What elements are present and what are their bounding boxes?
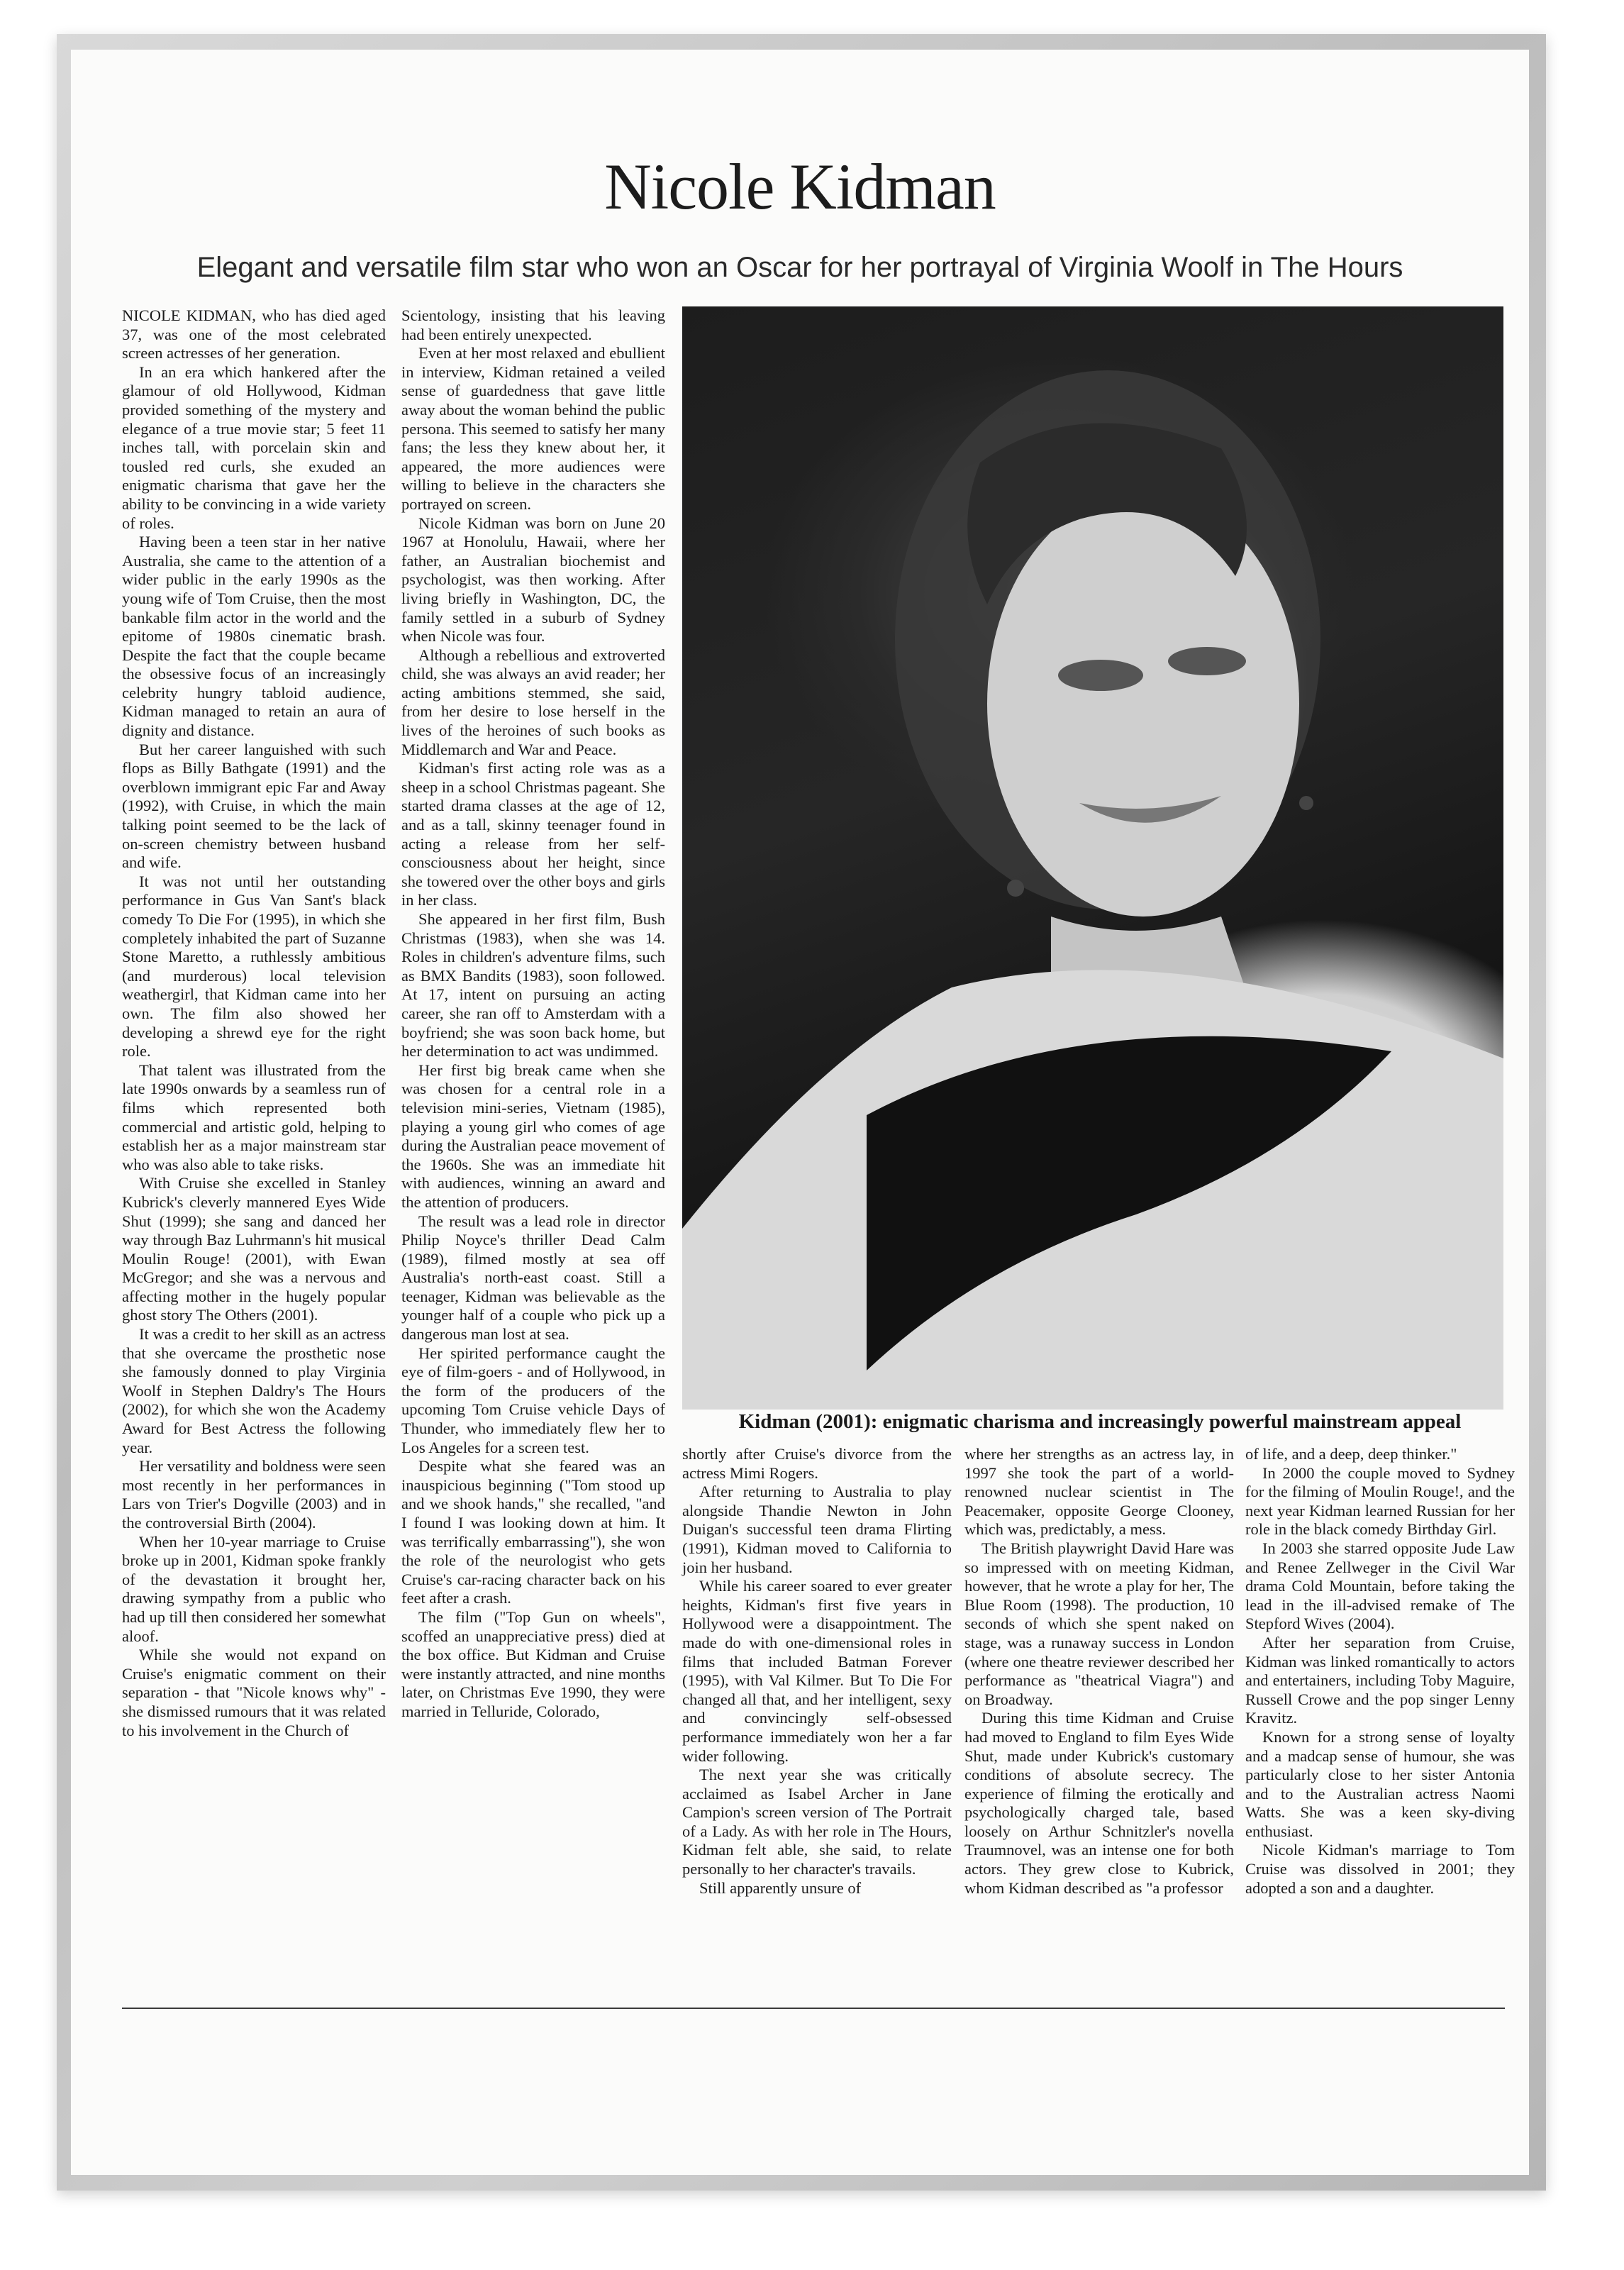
bottom-rule (122, 2008, 1505, 2009)
article-paragraph: In 2003 she starred opposite Jude Law and Renee Zellweger in the Civil War drama Cold Mountain, before taking the lead in the ill-advised remake of The Stepford Wives (2004). (1245, 1539, 1515, 1633)
article-paragraph: But her career languished with such flops as Billy Bathgate (1991) and the overblown immigrant epic Far and Away (1992), with Cruise, in which the main talking point seemed to be the lack of on-screen chemistry between husband and wife. (122, 740, 386, 872)
article-title: Nicole Kidman (604, 150, 996, 223)
article-paragraph: After her separation from Cruise, Kidman was linked romantically to actors and entertainers, including Toby Maguire, Russell Crowe and the pop singer Lenny Kravitz. (1245, 1633, 1515, 1727)
article-paragraph: While she would not expand on Cruise's enigmatic comment on their separation - that "Nicole knows why" - she dismissed rumours that it was related to his involvement in the Church of (122, 1646, 386, 1739)
article-subtitle: Elegant and versatile film star who won an Oscar for her portrayal of Virginia Woolf in The Hours (196, 252, 1403, 283)
article-paragraph: Her spirited performance caught the eye of film-goers - and of Hollywood, in the form of the producers of the upcoming Tom Cruise vehicle Days of Thunder, who immediately flew her to Los Angeles for a screen test. (401, 1344, 665, 1456)
text-column-3 (682, 1445, 952, 1898)
article-paragraph: Nicole Kidman was born on June 20 1967 at Honolulu, Hawaii, where her father, an Australian biochemist and psychologist, was then working. After living briefly in Washington, DC, the family settled in a suburb of Sydney when Nicole was four. (401, 514, 665, 646)
article-paragraph: where her strengths as an actress lay, in 1997 she took the part of a world-renowned nuclear scientist in The Peacemaker, opposite George Clooney, which was, predictably, a mess. (964, 1445, 1234, 1539)
newspaper-page (71, 50, 1529, 2175)
article-paragraph: The next year she was critically acclaimed as Isabel Archer in Jane Campion's screen version of The Portrait of a Lady. As with her role in The Hours, Kidman felt able, she said, to relate personally to her character's travails. (682, 1766, 952, 1878)
article-paragraph: Despite what she feared was an inauspicious beginning ("Tom stood up and we shook hands," she recalled, "and I found I was looking down at him. It was terrifically embarrassing"), she won the role of the neurologist who gets Cruise's car-racing character back on his feet after a crash. (401, 1457, 665, 1607)
text-column-2 (401, 306, 665, 1722)
article-paragraph: When her 10-year marriage to Cruise broke up in 2001, Kidman spoke frankly of the devastation it brought her, drawing sympathy from a public who had up till then considered her somewhat aloof. (122, 1532, 386, 1645)
article-paragraph: of life, and a deep, deep thinker." (1245, 1445, 1457, 1463)
article-paragraph: NICOLE KIDMAN, who has died aged 37, was one of the most celebrated screen actresses of her generation. (122, 306, 386, 362)
article-paragraph: The British playwright David Hare was so impressed with on meeting Kidman, however, that he wrote a play for her, The Blue Room (1998). The production, 10 seconds of which she spent naked on stage, was a runaway success in London (where one theatre reviewer described her performance as "theatrical Viagra") and on Broadway. (964, 1539, 1234, 1708)
article-paragraph: Although a rebellious and extroverted child, she was always an avid reader; her acting ambitions stemmed, she said, from her desire to lose herself in the lives of the heroines of such books as Middlemarch and War and Peace. (401, 646, 665, 758)
article-paragraph: Even at her most relaxed and ebullient in interview, Kidman retained a veiled sense of guardedness that gave little away about the woman behind the public persona. This seemed to satisfy her many fans; the less they knew about her, it appeared, the more audiences were willing to believe in the characters she portrayed on screen. (401, 344, 665, 513)
article-paragraph: Known for a strong sense of loyalty and a madcap sense of humour, she was particularly close to her sister Antonia and to the Australian actress Naomi Watts. She was a keen sky-diving enthusiast. (1245, 1727, 1515, 1840)
article-paragraph: The film ("Top Gun on wheels", scoffed an unappreciative press) died at the box office. But Kidman and Cruise were instantly attracted, and nine months later, on Christmas Eve 1990, they were married in Telluride, Colorado, (401, 1607, 665, 1720)
portrait-image (682, 306, 1503, 1410)
article-paragraph: It was a credit to her skill as an actress that she overcame the prosthetic nose she famously donned to play Virginia Woolf in Stephen Daldry's The Hours (2002), for which she won the Academy Award for Best Actress the following year. (122, 1325, 386, 1456)
article-paragraph: The result was a lead role in director Philip Noyce's thriller Dead Calm (1989), filmed mostly at sea off Australia's north-east coast. Still a teenager, Kidman was believable as the younger half of a couple who pick up a dangerous man lost at sea. (401, 1212, 665, 1344)
article-paragraph: It was not until her outstanding performance in Gus Van Sant's black comedy To Die For (1995), in which she completely inhabited the part of Suzanne Stone Maretto, a ruthlessly ambitious (and murderous) local television weathergirl, that Kidman came into her own. The film also showed her developing a shrewd eye for the right role. (122, 872, 386, 1061)
article-paragraph: shortly after Cruise's divorce from the actress Mimi Rogers. (682, 1445, 952, 1482)
article-paragraph: Having been a teen star in her native Australia, she came to the attention of a wider public in the early 1990s as the young wife of Tom Cruise, then the most bankable film actor in the world and the epitome of 1980s cinematic brash. Despite the fact that the couple became the obsessive focus of an increasingly celebrity hungry tabloid audience, Kidman managed to retain an aura of dignity and distance. (122, 533, 386, 740)
text-column-4 (964, 1445, 1234, 1898)
article-paragraph: Scientology, insisting that his leaving had been entirely unexpected. (401, 306, 665, 343)
article-paragraph: Her first big break came when she was chosen for a central role in a television mini-series, Vietnam (1985), playing a young girl who comes of age during the Australian peace movement of the 1960s. She was an immediate hit with audiences, winning an award and the attention of producers. (401, 1061, 665, 1211)
article-paragraph: Still apparently unsure of (699, 1878, 862, 1897)
article-paragraph: That talent was illustrated from the late 1990s onwards by a seamless run of films which represented both commercial and artistic gold, helping to establish her as a major mainstream star who was also able to take risks. (122, 1061, 386, 1173)
article-paragraph: Nicole Kidman's marriage to Tom Cruise was dissolved in 2001; they adopted a son and a daughter. (1245, 1841, 1515, 1897)
text-column-1 (122, 306, 386, 1740)
portrait-photo (682, 306, 1503, 1410)
article-paragraph: Her versatility and boldness were seen most recently in her performances in Lars von Trier's Dogville (2003) and in the controversial Birth (2004). (122, 1457, 386, 1532)
article-paragraph: During this time Kidman and Cruise had moved to England to film Eyes Wide Shut, made under Kubrick's customary conditions of absolute secrecy. The experience of filming the erotically and psychologically charged tale, based loosely on Arthur Schnitzler's novella Traumnovel, was an intense one for both actors. They grew close to Kubrick, whom Kidman described as "a professor (964, 1709, 1234, 1897)
article-paragraph: In 2000 the couple moved to Sydney for the filming of Moulin Rouge!, and the next year Kidman learned Russian for her role in the black comedy Birthday Girl. (1245, 1463, 1515, 1539)
text-column-5 (1245, 1445, 1515, 1898)
photo-caption: Kidman (2001): enigmatic charisma and increasingly powerful mainstream appeal (738, 1410, 1462, 1433)
article-paragraph: With Cruise she excelled in Stanley Kubrick's cleverly mannered Eyes Wide Shut (1999); she sang and danced her way through Baz Luhrmann's hit musical Moulin Rouge! (2001), with Ewan McGregor; and she was a nervous and affecting mother in the hugely popular ghost story The Others (2001). (122, 1174, 386, 1324)
article-paragraph: She appeared in her first film, Bush Christmas (1983), when she was 14. Roles in children's adventure films, such as BMX Bandits (1983), soon followed. At 17, intent on pursuing an acting career, she ran off to Amsterdam with a boyfriend; she was soon back home, but her determination to act was undimmed. (401, 910, 665, 1061)
article-paragraph: Kidman's first acting role was as a sheep in a school Christmas pageant. She started drama classes at the age of 12, and as a tall, skinny teenager found in acting a release from her self-consciousness about her height, since she towered over the other boys and girls in her class. (401, 759, 665, 909)
article-paragraph: After returning to Australia to play alongside Thandie Newton in John Duigan's successful teen drama Flirting (1991), Kidman moved to California to join her husband. (682, 1483, 952, 1576)
article-paragraph: While his career soared to ever greater heights, Kidman's first five years in Hollywood were a disappointment. The made do with one-dimensional roles in films that included Batman Forever (1995), with Val Kilmer. But To Die For changed all that, and her intelligent, sexy and convincingly self-obsessed performance immediately won her a far wider following. (682, 1577, 952, 1765)
article-paragraph: In an era which hankered after the glamour of old Hollywood, Kidman provided something of the mystery and elegance of a true movie star; 5 feet 11 inches tall, with porcelain skin and tousled red curls, she exuded an enigmatic charisma that gave her the ability to be convincing in a wide variety of roles. (122, 362, 386, 532)
